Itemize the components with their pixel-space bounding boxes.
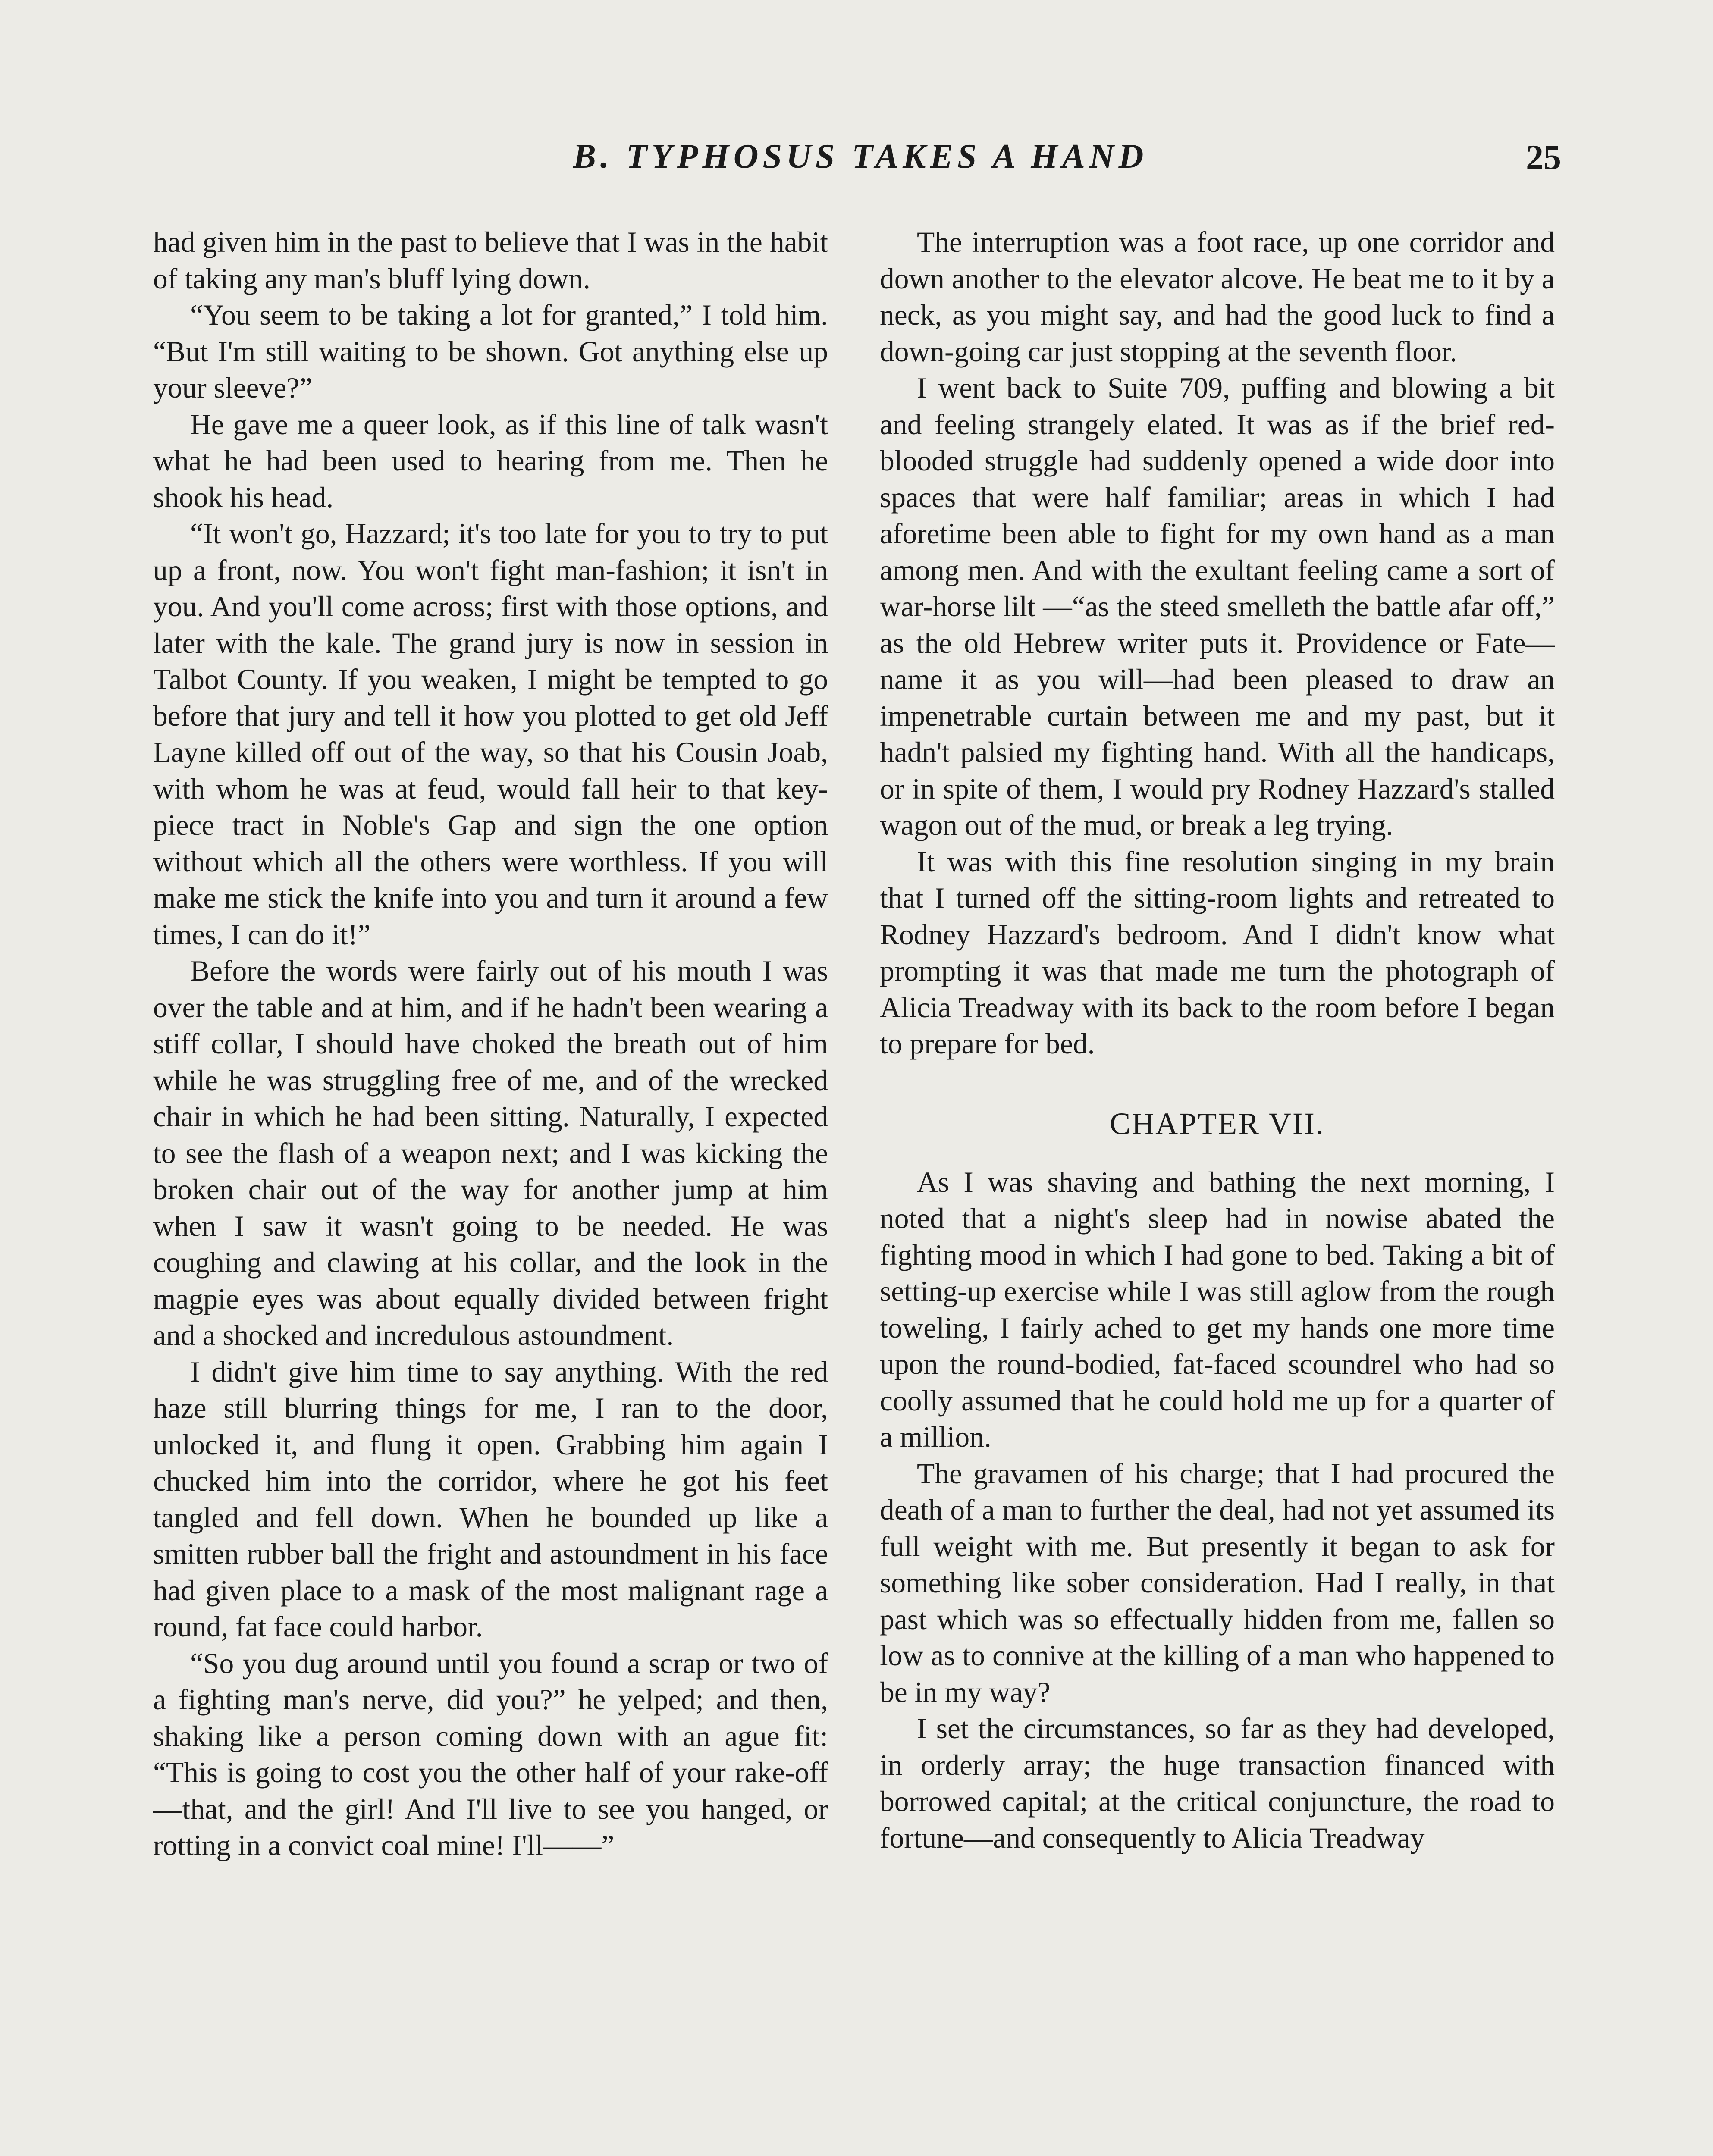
paragraph: It was with this fine resolution singing in my brain that I turned off the sitting-room lights and retreated to Rodney Hazzard's bedroom. And I didn't know what prompting it was that made me turn the photograph of Alicia Treadway with its back to the room before I began to prepare for bed. <box>880 845 1555 1060</box>
paragraph: “So you dug around until you found a scrap or two of a fighting man's nerve, did you?” he yelped; and then, shaking like a person coming down with an ague fit: “This is going to cost you the other half of your rake-off—that, and the girl! And I'll live to see you hanged, or rotting in a convict coal mine! I'll——” <box>153 1647 828 1861</box>
paragraph: I went back to Suite 709, puffing and blowing a bit and feeling strangely elated. It was as if the brief red-blooded struggle had suddenly opened a wide door into spaces that were half familiar; areas in which I had aforetime been able to fight for my own hand as a man among men. And with the exultant feeling came a sort of war-horse lilt —“as the steed smelleth the battle afar off,” as the old Hebrew writer puts it. Providence or Fate—name it as you will—had been pleased to draw an impenetrable curtain between me and my past, but it hadn't palsied my fighting hand. With all the handicaps, or in spite of them, I would pry Rodney Hazzard's stalled wagon out of the mud, or break a leg trying. <box>880 372 1555 841</box>
paragraph: The gravamen of his charge; that I had procured the death of a man to further the deal, had not yet assumed its full weight with me. But presently it began to ask for something like sober consideration. Had I really, in that past which was so effectually hidden from me, fallen so low as to connive at the killing of a man who happened to be in my way? <box>880 1457 1555 1708</box>
page-number: 25 <box>1526 138 1561 177</box>
running-head: B. TYPHOSUS TAKES A HAND <box>573 138 1148 175</box>
paragraph: I set the circumstances, so far as they had developed, in orderly array; the huge transaction financed with borrowed capital; at the critical conjuncture, the road to fortune—and consequently to Alicia Treadway <box>880 1712 1555 1854</box>
paragraph: “You seem to be taking a lot for granted,” I told him. “But I'm still waiting to be shown. Got anything else up your sleeve?” <box>153 299 828 404</box>
paragraph: I didn't give him time to say anything. With the red haze still blurring things for me, I ran to the door, unlocked it, and flung it open. Grabbing him again I chucked him into the corridor, where he got his feet tangled and fell down. When he bounded up like a smitten rubber ball the fright and astoundment in his face had given place to a mask of the most malignant rage a round, fat face could harbor. <box>153 1355 828 1643</box>
paragraph: As I was shaving and bathing the next morning, I noted that a night's sleep had in nowise abated the fighting mood in which I had gone to bed. Taking a bit of setting-up exercise while I was still aglow from the rough toweling, I fairly ached to get my hands one more time upon the round-bodied, fat-faced scoundrel who had so coolly assumed that he could hold me up for a quarter of a million. <box>880 1166 1555 1453</box>
paragraph: Before the words were fairly out of his mouth I was over the table and at him, and if he hadn't been wearing a stiff collar, I should have choked the breath out of him while he was struggling free of me, and of the wrecked chair in which he had been sitting. Naturally, I expected to see the flash of a weapon next; and I was kicking the broken chair out of the way for another jump at him when I saw it wasn't going to be needed. He was coughing and clawing at his collar, and the look in the magpie eyes was about equally divided between fright and a shocked and incredulous astoundment. <box>153 955 828 1351</box>
right-column <box>880 224 1555 1856</box>
page-header <box>160 137 1561 189</box>
paragraph: He gave me a queer look, as if this line of talk wasn't what he had been used to hearing from me. Then he shook his head. <box>153 408 828 514</box>
paragraph: “It won't go, Hazzard; it's too late for you to try to put up a front, now. You won't fight man-fashion; it isn't in you. And you'll come across; first with those options, and later with the kale. The grand jury is now in session in Talbot County. If you weaken, I might be tempted to go before that jury and tell it how you plotted to get old Jeff Layne killed off out of the way, so that his Cousin Joab, with whom he was at feud, would fall heir to that key-piece tract in Noble's Gap and sign the one option without which all the others were worthless. If you will make me stick the knife into you and turn it around a few times, I can do it!” <box>153 517 828 951</box>
left-column <box>153 224 828 1864</box>
paragraph: had given him in the past to believe that I was in the habit of taking any man's bluff lying down. <box>153 226 828 295</box>
paragraph: The interruption was a foot race, up one corridor and down another to the elevator alcove. He beat me to it by a neck, as you might say, and had the good luck to find a down-going car just stopping at the seventh floor. <box>880 226 1555 368</box>
chapter-heading: CHAPTER VII. <box>1110 1106 1325 1141</box>
